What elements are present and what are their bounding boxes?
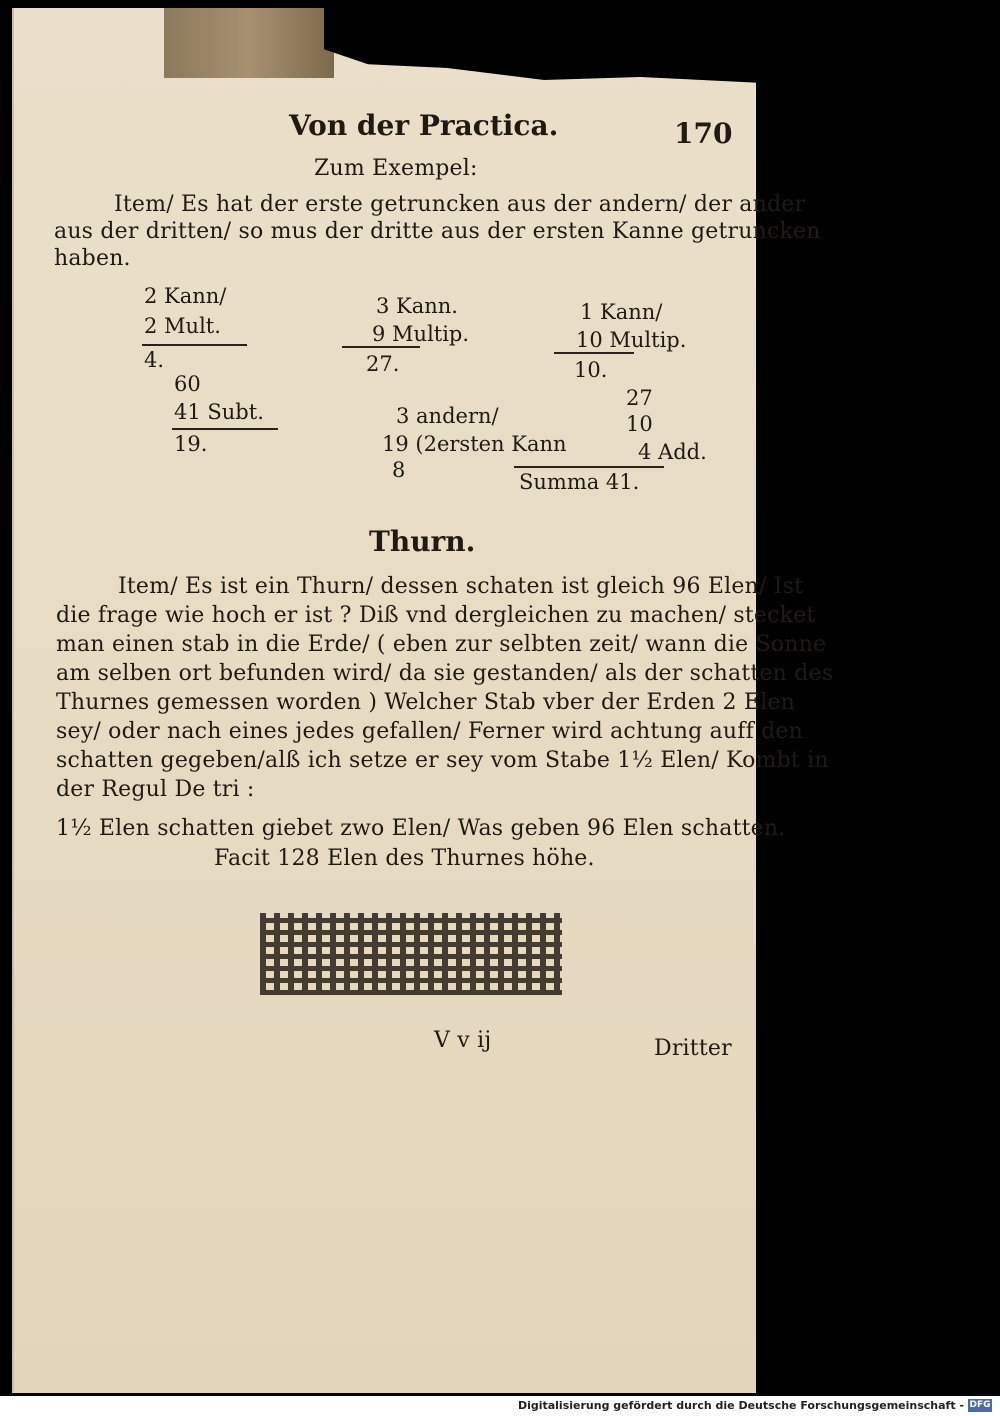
binding-strip [164, 8, 334, 78]
paragraph2-line: Item/ Es ist ein Thurn/ dessen schaten ist gleich 96 Elen/ Ist [118, 574, 804, 599]
calc-d2: 41 Subt. [174, 400, 264, 424]
paragraph2-line: die frage wie hoch er ist ? Diß vnd dergleichen zu machen/ stecket [56, 603, 816, 628]
calc-e2: 19 (2ersten Kann [382, 432, 567, 456]
calc-a2: 2 Mult. [144, 314, 221, 338]
running-head: Von der Practica. [289, 109, 559, 142]
rule-of-three-line: 1½ Elen schatten giebet zwo Elen/ Was geben 96 Elen schatten. [56, 816, 786, 841]
calc-b1: 3 Kann. [376, 294, 458, 318]
calc-e1: 3 andern/ [396, 404, 499, 428]
calc-a3: 4. [144, 348, 165, 372]
calc-a-rule [142, 344, 247, 346]
section-title: Thurn. [369, 525, 476, 558]
calc-c3: 10. [574, 358, 608, 382]
calc-d-rule [172, 428, 278, 430]
paragraph2-line: sey/ oder nach eines jedes gefallen/ Ferner wird achtung auff den [56, 719, 804, 744]
calc-c-rule [554, 352, 634, 354]
calc-f-rule [514, 466, 664, 468]
calc-a1: 2 Kann/ [144, 284, 227, 308]
calc-b3: 27. [366, 352, 400, 376]
calc-f3: 4 Add. [638, 440, 707, 464]
paragraph1-line: haben. [54, 246, 131, 271]
subheading: Zum Exempel: [314, 156, 478, 181]
torn-corner [324, 8, 764, 83]
paragraph2-line: man einen stab in die Erde/ ( eben zur selbten zeit/ wann die Sonne [56, 632, 827, 657]
signature-mark: V v ij [434, 1028, 492, 1053]
dfg-logo-icon: DFG [969, 1400, 991, 1410]
calc-e3: 8 [392, 458, 406, 482]
calc-c1: 1 Kann/ [580, 300, 663, 324]
calc-f2: 10 [626, 412, 653, 436]
paragraph2-line: Thurnes gemessen worden ) Welcher Stab vber der Erden 2 Elen [56, 690, 795, 715]
calc-f4: Summa 41. [519, 470, 640, 494]
catchword: Dritter [654, 1036, 732, 1061]
paragraph2-line: der Regul De tri : [56, 777, 255, 802]
digitization-footer [0, 1396, 1000, 1416]
paragraph1-line: Item/ Es hat der erste getruncken aus der andern/ der ander [114, 192, 806, 217]
calc-b2: 9 Multip. [372, 322, 470, 346]
printer-ornament [260, 913, 562, 995]
calc-d1: 60 [174, 372, 201, 396]
page-number: 170 [674, 117, 733, 150]
calc-c2: 10 Multip. [576, 328, 687, 352]
paragraph1-line: aus der dritten/ so mus der dritte aus der ersten Kanne getruncken [54, 219, 821, 244]
facit-line: Facit 128 Elen des Thurnes höhe. [214, 846, 595, 871]
paragraph2-line: am selben ort befunden wird/ da sie gestanden/ als der schatten des [56, 661, 834, 686]
book-page [12, 8, 834, 1393]
calc-b-rule [342, 346, 420, 348]
footer-credit: Digitalisierung gefördert durch die Deutsche Forschungsgemeinschaft - [517, 1399, 964, 1412]
calc-d3: 19. [174, 432, 208, 456]
calc-f1: 27 [626, 386, 653, 410]
paragraph2-line: schatten gegeben/alß ich setze er sey vom Stabe 1½ Elen/ Kombt in [56, 748, 829, 773]
